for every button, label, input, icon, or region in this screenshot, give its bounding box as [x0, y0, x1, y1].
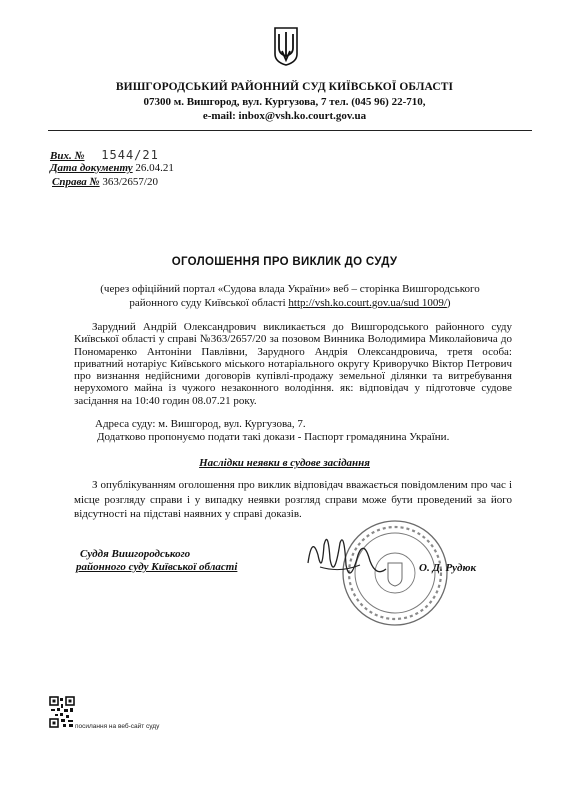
page-title: ОГОЛОШЕННЯ ПРО ВИКЛИК ДО СУДУ: [171, 256, 398, 268]
judge-name: О. Д. Рудюк: [419, 562, 477, 574]
case-number-row: [52, 176, 158, 188]
outgoing-label: Вих. №: [50, 150, 85, 162]
portal-note-close: ): [446, 297, 451, 309]
summons-text: Зарудний Андрій Олександрович викликається до Вишгородського районного суду Київської області у справі №363/2657/20 за позовом Винника Володимира Миколайовича до Пономаренко Антоніни Павлівни, Зарудного Андрія Олександровича, третя особа: приватний нотаріус Київського міського нотаріального округу Криворучко Віктор Петрович про визнання недійсними договорів купівлі-продажу земельної ділянки та витребування нерухомого майна із чужого незаконного володіння. як: відповідач у підготовче судове засідання на 10:40 годин 08.07.21 року.: [74, 321, 512, 407]
case-value: 363/2657/20: [102, 176, 158, 188]
document-date-row: [50, 162, 174, 174]
portal-note-text: (через офіційний портал «Судова влада України» веб – сторінка Вишгородського районного суду Київської області: [100, 283, 480, 309]
summons-body: [74, 321, 512, 407]
consequences-text: З опублікуванням оголошення про виклик відповідач вважається повідомленим про час і місце розгляду справи і у випадку неявки розгляд справи може бути проведений за його відсутності на підставі наявних у справі доказів.: [74, 479, 512, 521]
court-address-header: 07300 м. Вишгород, вул. Кургузова, 7 тел. (045 96) 22-710,: [143, 96, 426, 108]
header-divider: [48, 130, 532, 131]
court-name: ВИШГОРОДСЬКИЙ РАЙОННИЙ СУД КИЇВСЬКОЇ ОБЛАСТІ: [115, 81, 454, 93]
qr-code-icon[interactable]: [49, 696, 75, 728]
case-label: Справа №: [52, 176, 100, 188]
signature-title-line2: районного суду Київської області: [76, 561, 238, 573]
court-address-line: Адреса суду: м. Вишгород, вул. Кургузова, 7.: [95, 418, 306, 430]
qr-caption: посилання на веб-сайт суду: [75, 723, 160, 730]
outgoing-number-row: [50, 148, 159, 162]
court-website-link[interactable]: http://vsh.ko.court.gov.ua/sud 1009/: [288, 297, 447, 309]
signature-scribble-icon: [300, 525, 390, 595]
signature-title-line1: Суддя Вишгородського: [80, 548, 191, 560]
consequences-heading: Наслідки неявки в судове засідання: [199, 457, 370, 469]
evidence-line: Додатково пропонуємо подати такі докази - Паспорт громадянина України.: [97, 431, 450, 443]
date-value: 26.04.21: [135, 162, 174, 174]
portal-note: [75, 282, 505, 310]
court-email: e-mail: inbox@vsh.ko.court.gov.ua: [202, 110, 367, 122]
consequences-body: [74, 478, 512, 522]
date-label: Дата документу: [50, 162, 133, 174]
trident-emblem-icon: [273, 26, 299, 66]
outgoing-number: 1544/21: [101, 148, 159, 162]
